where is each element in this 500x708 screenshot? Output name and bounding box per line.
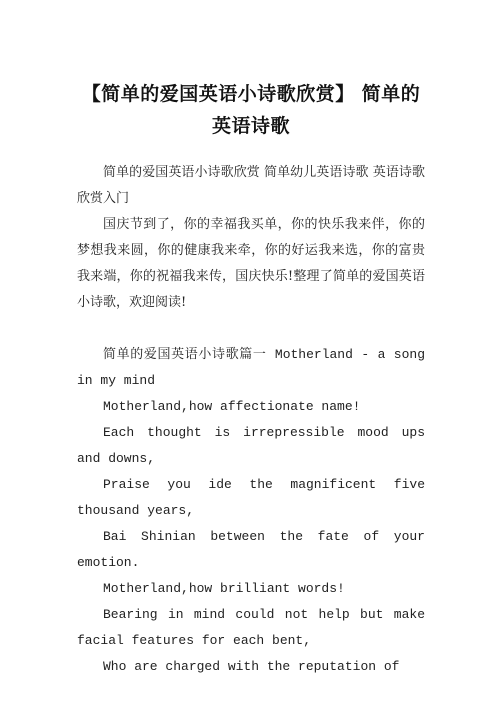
paragraph-intro-keywords: 简单的爱国英语小诗歌欣赏 简单幼儿英语诗歌 英语诗歌欣赏入门 [77,165,425,206]
paragraph-poem-heading: 简单的爱国英语小诗歌篇一 Motherland - a song in my mind [77,347,425,388]
poem-line: Motherland,how brilliant words! [103,581,345,596]
poem-line: Motherland,how affectionate name! [103,399,361,414]
document-body [77,160,425,680]
poem-line: Each thought is irrepressible mood ups and downs, [77,425,425,466]
poem-line: Praise you ide the magnificent five thousand years, [77,477,425,518]
paragraph-national-day-greeting: 国庆节到了，你的幸福我买单，你的快乐我来伴，你的梦想我来圆，你的健康我来牵，你的好运我来选，你的富贵我来端，你的祝福我来传，国庆快乐!整理了简单的爱国英语小诗歌，欢迎阅读! [77,217,425,310]
paragraph-spacer [77,316,425,342]
poem-line: Who are charged with the reputation of [103,659,400,674]
poem-line: Bai Shinian between the fate of your emotion. [77,529,425,570]
document-title: 【简单的爱国英语小诗歌欣赏】 简单的英语诗歌 [81,83,421,137]
poem-line: Bearing in mind could not help but make facial features for each bent, [77,607,425,648]
